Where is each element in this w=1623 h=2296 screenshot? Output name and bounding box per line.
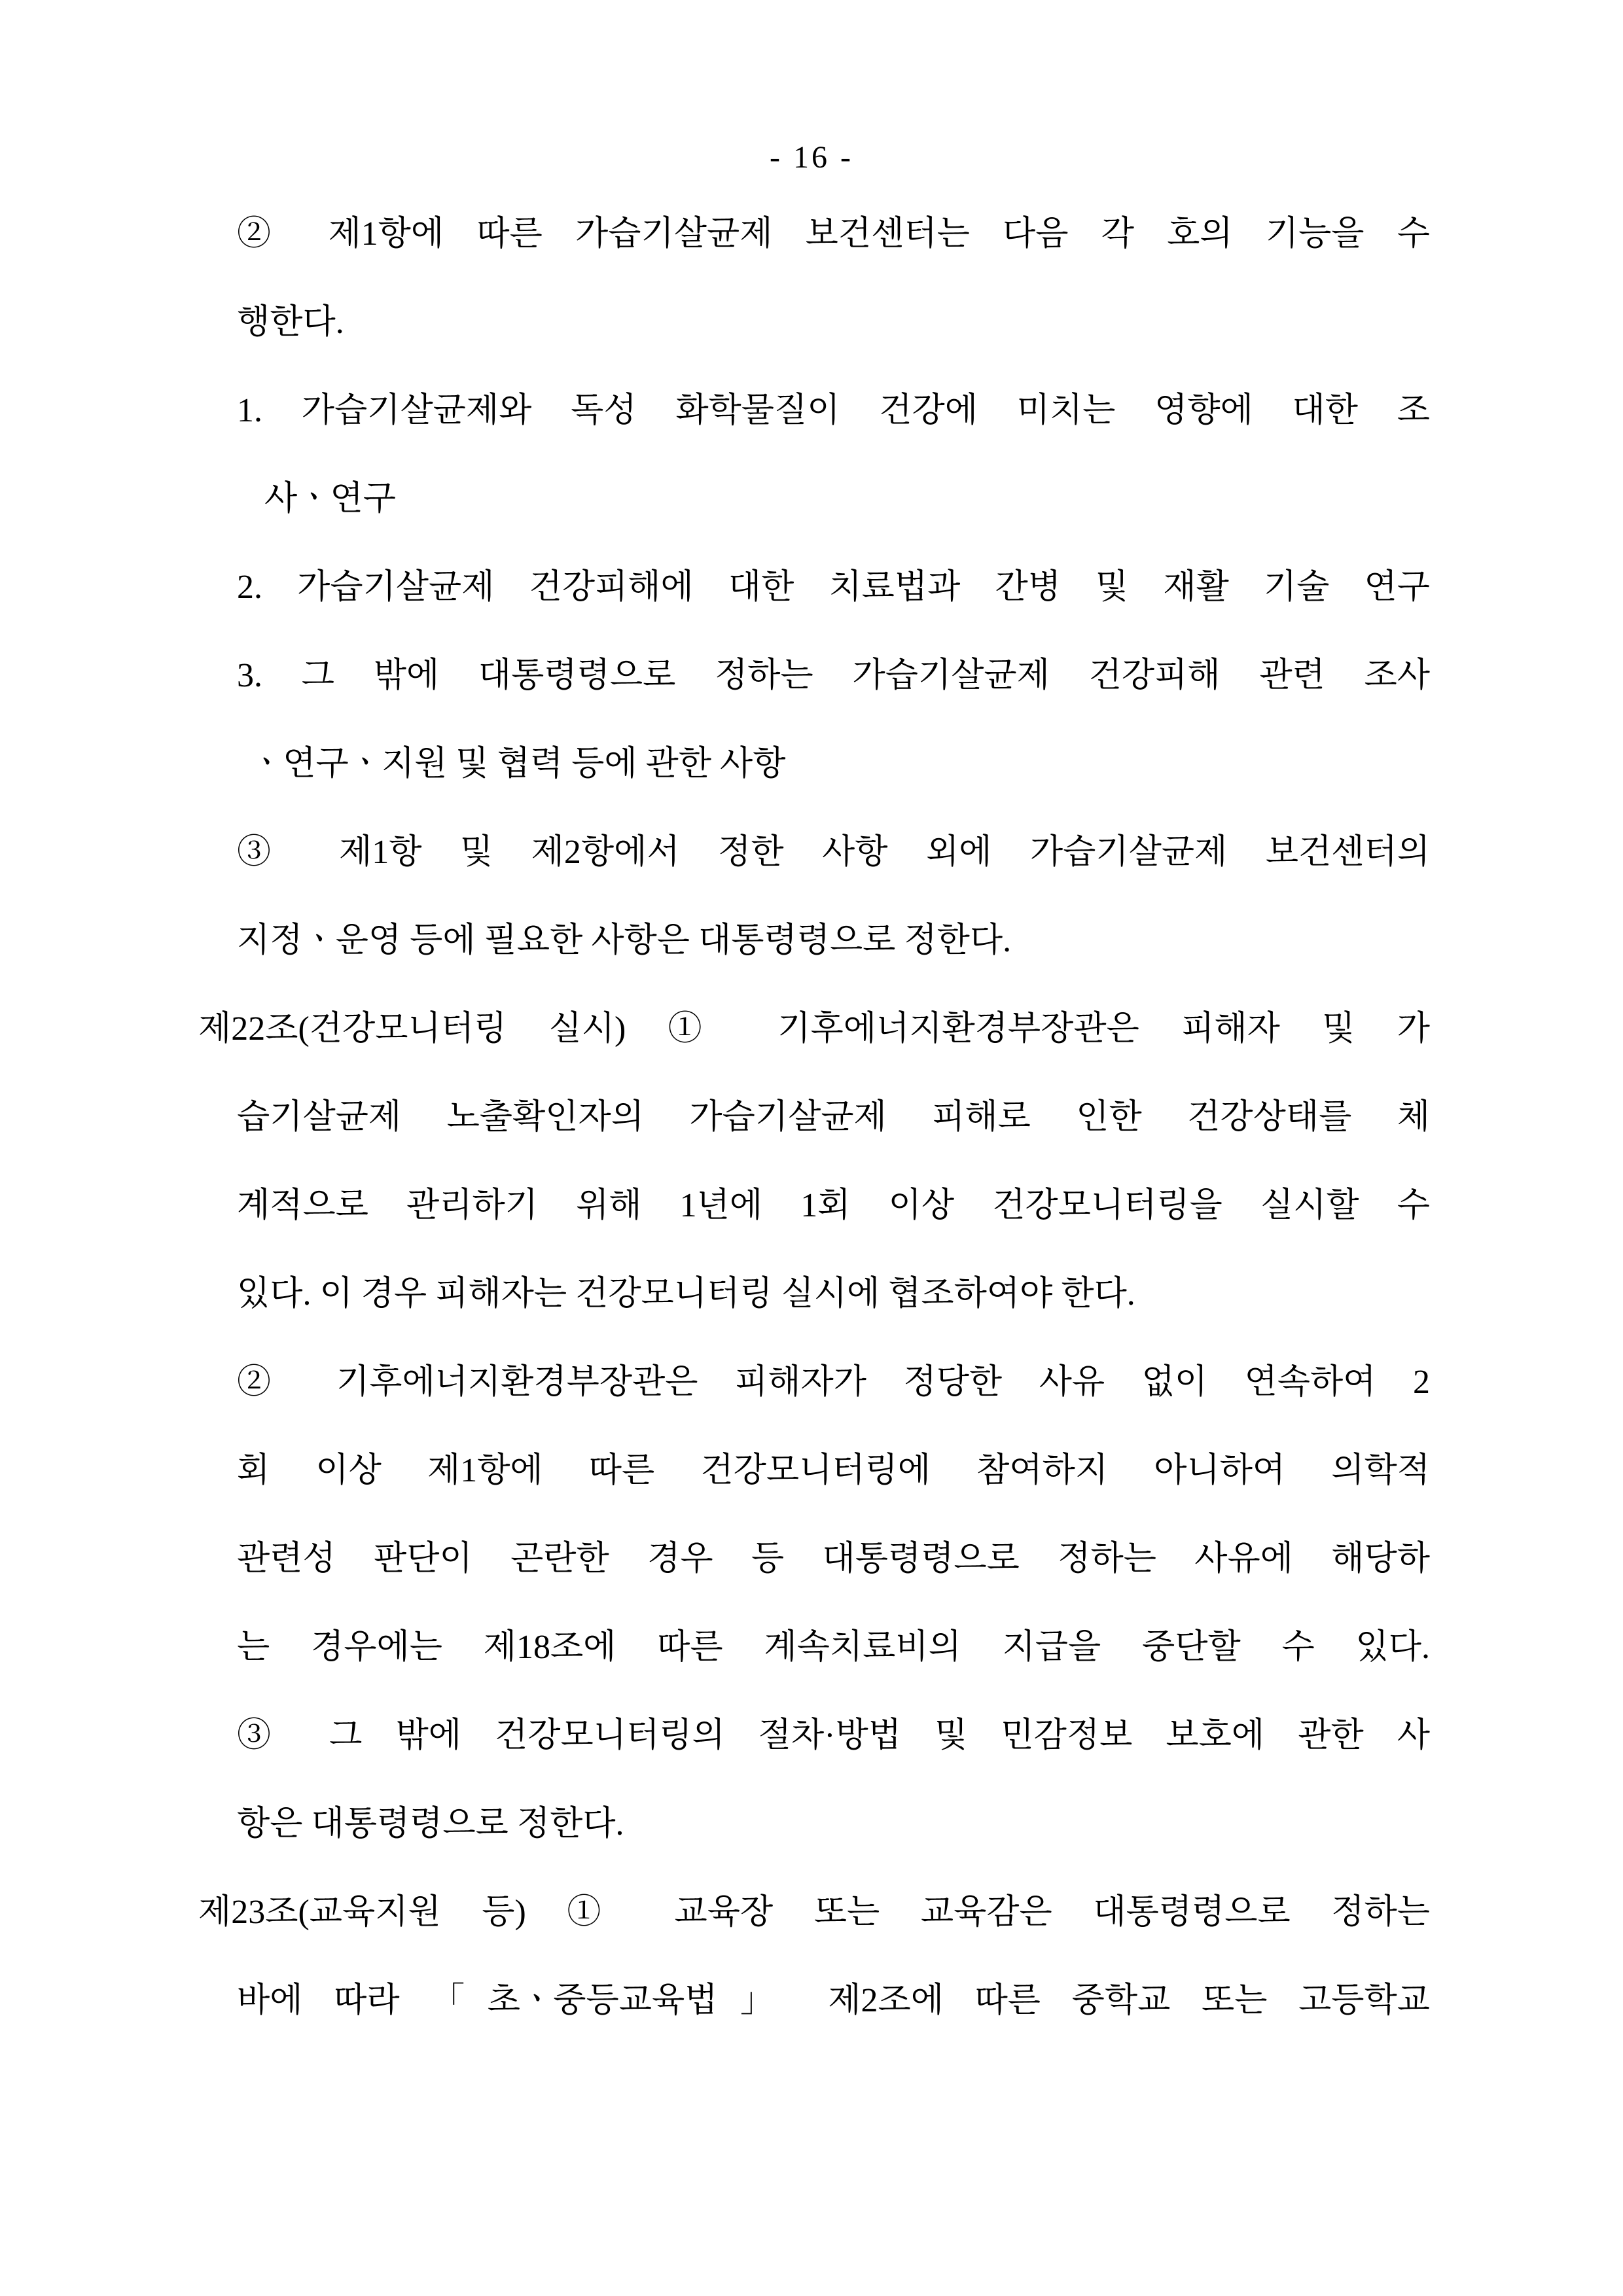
text-line: 습기살균제 노출확인자의 가습기살균제 피해로 인한 건강상태를 체 (237, 1099, 1430, 1136)
text-line: ㆍ연구ㆍ지원 및 협력 등에 관한 사항 (250, 745, 786, 783)
text-line: ② 기후에너지환경부장관은 피해자가 정당한 사유 없이 연속하여 2 (237, 1364, 1430, 1401)
text-line: 항은 대통령령으로 정한다. (237, 1805, 624, 1843)
text-line: 는 경우에는 제18조에 따른 계속치료비의 지급을 중단할 수 있다. (237, 1629, 1430, 1666)
text-line: 2. 가습기살균제 건강피해에 대한 치료법과 간병 및 재활 기술 연구 (237, 569, 1430, 606)
text-line: 바에 따라 「초ㆍ중등교육법」 제2조에 따른 중학교 또는 고등학교 (237, 1982, 1430, 2019)
text-line: 제22조(건강모니터링 실시) ① 기후에너지환경부장관은 피해자 및 가 (198, 1010, 1430, 1048)
text-line: 회 이상 제1항에 따른 건강모니터링에 참여하지 아니하여 의학적 (237, 1452, 1430, 1489)
text-line: 있다. 이 경우 피해자는 건강모니터링 실시에 협조하여야 한다. (237, 1275, 1135, 1313)
text-line: ② 제1항에 따른 가습기살균제 보건센터는 다음 각 호의 기능을 수 (237, 215, 1430, 253)
text-line: ③ 그 밖에 건강모니터링의 절차·방법 및 민감정보 보호에 관한 사 (237, 1717, 1430, 1754)
text-line: 지정ㆍ운영 등에 필요한 사항은 대통령령으로 정한다. (237, 922, 1012, 959)
page-number: - 16 - (770, 140, 853, 175)
text-line: 관련성 판단이 곤란한 경우 등 대통령령으로 정하는 사유에 해당하 (237, 1540, 1430, 1578)
text-line: 3. 그 밖에 대통령령으로 정하는 가습기살균제 건강피해 관련 조사 (237, 657, 1430, 694)
text-line: 행한다. (237, 304, 344, 341)
text-line: 사ㆍ연구 (264, 480, 396, 518)
text-line: 1. 가습기살균제와 독성 화학물질이 건강에 미치는 영향에 대한 조 (237, 392, 1430, 429)
text-line: 제23조(교육지원 등) ① 교육장 또는 교육감은 대통령령으로 정하는 (198, 1894, 1430, 1931)
text-line: 계적으로 관리하기 위해 1년에 1회 이상 건강모니터링을 실시할 수 (237, 1187, 1430, 1224)
text-line: ③ 제1항 및 제2항에서 정한 사항 외에 가습기살균제 보건센터의 (237, 834, 1430, 871)
document-body (198, 190, 1430, 2045)
